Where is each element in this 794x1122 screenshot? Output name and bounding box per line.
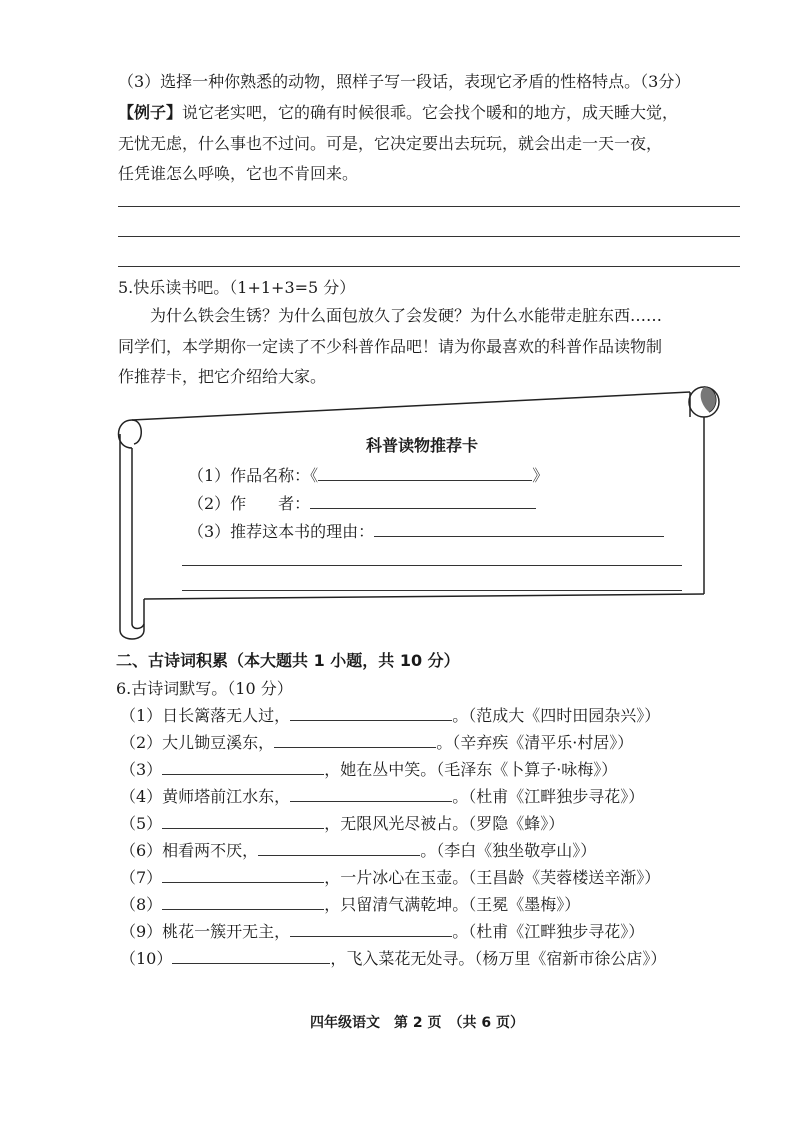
card-title: 科普读物推荐卡 xyxy=(366,436,479,455)
card-item-reason-label: （3）推荐这本书的理由： xyxy=(188,522,375,541)
q3-example-line-1 xyxy=(118,103,678,123)
poem-item: （6）相看两不厌， 。（李白《独坐敬亭山》） xyxy=(120,841,597,860)
poem-item: （5） ，无限风光尽被占。（罗隐《蜂》） xyxy=(120,814,565,833)
q3-example-line-3: 任凭谁怎么呼唤，它也不肯回来。 xyxy=(118,164,359,183)
q5-paragraph-3: 作推荐卡，把它介绍给大家。 xyxy=(118,367,327,386)
recommendation-scroll xyxy=(112,384,722,640)
poem-blank[interactable] xyxy=(274,733,436,748)
section-2-heading: 二、古诗词积累（本大题共 1 小题，共 10 分） xyxy=(116,651,460,670)
poem-blank[interactable] xyxy=(172,949,330,964)
poem-item: （2）大儿锄豆溪东， 。（辛弃疾《清平乐·村居》） xyxy=(120,733,634,752)
q5-paragraph-2: 同学们，本学期你一定读了不少科普作品吧！请为你最喜欢的科普作品读物制 xyxy=(118,337,663,356)
card-item-reason xyxy=(188,522,664,542)
author-field[interactable] xyxy=(310,494,536,509)
poem-blank[interactable] xyxy=(162,868,324,883)
answer-line-2[interactable] xyxy=(118,236,740,237)
q5-paragraph-1: 为什么铁会生锈？为什么面包放久了会发硬？为什么水能带走脏东西…… xyxy=(150,306,663,325)
poem-blank[interactable] xyxy=(258,841,420,856)
q3-instruction: （3）选择一种你熟悉的动物，照样子写一段话，表现它矛盾的性格特点。（3分） xyxy=(118,72,691,91)
reason-field-2[interactable] xyxy=(182,565,682,566)
answer-line-3[interactable] xyxy=(118,266,740,267)
example-text-1: 说它老实吧，它的确有时候很乖。它会找个暖和的地方，成天睡大觉， xyxy=(182,103,679,122)
poem-blank[interactable] xyxy=(290,922,452,937)
card-item-author xyxy=(188,494,536,514)
poem-blank[interactable] xyxy=(162,895,324,910)
reason-field-3[interactable] xyxy=(182,590,682,591)
answer-line-1[interactable] xyxy=(118,206,740,207)
q5-title: 5.快乐读书吧。（1+1+3=5 分） xyxy=(118,278,356,297)
poem-item: （7） ，一片冰心在玉壶。（王昌龄《芙蓉楼送辛渐》） xyxy=(120,868,661,887)
reason-field-1[interactable] xyxy=(374,522,664,537)
poem-item: （4）黄师塔前江水东， 。（杜甫《江畔独步寻花》） xyxy=(120,787,645,806)
example-label: 【例子】 xyxy=(118,103,183,122)
poem-item: （3） ，她在丛中笑。（毛泽东《卜算子·咏梅》） xyxy=(120,760,618,779)
poem-blank[interactable] xyxy=(162,814,324,829)
card-item-title-label: （1）作品名称：《 xyxy=(188,466,319,485)
poem-item: （8） ，只留清气满乾坤。（王冕《墨梅》） xyxy=(120,895,581,914)
poem-blank[interactable] xyxy=(290,706,452,721)
q3-example-line-2: 无忧无虑，什么事也不过问。可是，它决定要出去玩玩，就会出走一天一夜， xyxy=(118,134,663,153)
card-item-title xyxy=(188,466,548,486)
poem-item: （1）日长篱落无人过， 。（范成大《四时田园杂兴》） xyxy=(120,706,661,725)
book-title-field[interactable] xyxy=(318,466,532,481)
poem-blank[interactable] xyxy=(162,760,324,775)
q6-title: 6.古诗词默写。（10 分） xyxy=(116,679,293,698)
poem-blank[interactable] xyxy=(290,787,452,802)
card-item-title-end: 》 xyxy=(532,466,549,485)
page-footer: 四年级语文 第 2 页 （共 6 页） xyxy=(310,1015,524,1031)
poem-item: （9）桃花一簇开无主， 。（杜甫《江畔独步寻花》） xyxy=(120,922,645,941)
card-item-author-label: （2）作 者： xyxy=(188,494,311,513)
poem-item: （10） ，飞入菜花无处寻。（杨万里《宿新市徐公店》） xyxy=(120,949,667,968)
